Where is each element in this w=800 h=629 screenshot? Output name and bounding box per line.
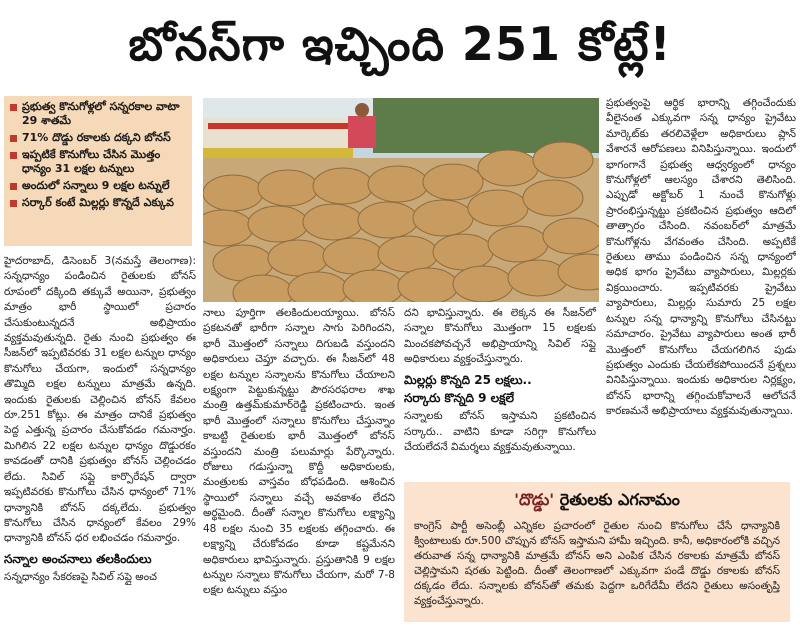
- column-1-tail: సన్నధాన్యం సేకరణపై సివిల్ సప్లై అంచ: [4, 571, 157, 584]
- bullet-icon: [10, 104, 17, 111]
- highlight-item: [10, 100, 186, 128]
- bullet-icon: [10, 183, 17, 190]
- article-column-3: [404, 306, 596, 478]
- bullet-icon: [10, 200, 17, 207]
- article-column-4: [606, 96, 796, 478]
- highlight-text: సర్కార్ కంటే మిల్లర్లు కొన్నదే ఎక్కువ: [22, 196, 174, 209]
- column-1-body: హైదరాబాద్, డిసెంబర్ 3(నమస్తే తెలంగాణ): సన్నధాన్యం పండించిన రైతులకు బోనస్ రూపంలో దక్కింది తక్కువే అయినా, ప్రభుత్వం మాత్రం భారీ స్థాయిలో ప్రచారం చేసుకుంటున్నదనే అభిప్రాయం వ్యక్తమవుతున్నది. రైతు నుంచి ప్రభుత్వం ఈ సీజన్‌లో ఇప్పటివరకు 31 లక్షల టన్నుల ధాన్యం కొనుగోలు చేయగా, ఇందులో సన్నధాన్యం తొమ్మిది లక్షల టన్నులు మాత్రమే ఉన్నది. ఇందుకు రైతులకు చెల్లించిన బోనస్ కేవలం రూ.251 కోట్లు. ఈ మాత్రం దానికే ప్రభుత్వం పెద్ద ఎత్తున్న ప్రచారం చేసుకోవడం గమనార్హం. మిగిలిన 22 లక్షల టన్నుల ధాన్యం దొడ్డురకం కావడంతో దానికి ప్రభుత్వం బోనస్ చెల్లించడం లేదు. సివిల్ సప్లై కార్పొరేషన్ ద్వారా ఇప్పటివరకు కొనుగోలు చేసిన ధాన్యంలో 71% ధాన్యానికి బోనస్ దక్కలేదు. ప్రభుత్వం కొనుగోలు చేసిన ధాన్యంలో కేవలం 29% ధాన్యానికి బోనస్ ధర లభించడం గమనార్హం.: [4, 255, 196, 545]
- highlight-text: ఇప్పటికే కొనుగోలు చేసిన మొత్తం ధాన్యం 31 లక్షల టన్నులు: [22, 148, 161, 175]
- column-3-tail: సన్నాలకు బోనస్ ఇస్తామని ప్రకటించిన సర్కారు.. వాటిని కూడా సరిగ్గా కొనుగోలు చేయలేదనే విమర్శలు వ్యక్తమవుతున్నాయి.: [404, 410, 596, 454]
- highlight-item: [10, 196, 186, 210]
- highlights-box: [4, 96, 192, 246]
- box-title-quoted: 'దొడ్డు': [514, 490, 555, 509]
- boxed-article: [404, 482, 790, 622]
- article-column-1: [4, 254, 196, 626]
- subheading-sannala-anchanalu: సన్నాల అంచనాలు తలకిందులు: [4, 551, 152, 566]
- box-title: [414, 490, 780, 513]
- column-4-body: ప్రభుత్వంపై ఆర్థిక భారాన్ని తగ్గించేందుకు వీలైనంత ఎక్కువగా సన్న ధాన్యం ప్రైవేటు మార్కెట్‌కు తరలివెళ్లేలా అధికారులు ప్లాన్ వేశారనే ఆరోపణలు వినిపిస్తున్నాయి. ఇందులో భాగంగానే ప్రభుత్వ ఆధ్వర్యంలో ధాన్యం కొనుగోళ్లలో ఆలస్యం చేశారని తెలిసింది. ఎప్పుడో అక్టోబర్ 1 నుంచే కొనుగోళ్లు ప్రారంభిస్తున్నట్టు ప్రకటించిన ప్రభుత్వం ఆదిలో తాత్సారం చేసింది. నవంబర్‌లో మాత్రమే కొనుగోళ్లను వేగవంతం చేసింది. అప్పటికే రైతులు తాము పండించిన సన్న ధాన్యంలో అధిక భాగం ప్రైవేటు వ్యాపారులు, మిల్లర్లకు విక్రయించారు. ఇప్పటివరకు ప్రైవేటు వ్యాపారులు, మిల్లర్లు సుమారు 25 లక్షల టన్నుల సన్న ధాన్యాన్ని కొనుగోలు చేసినట్టు సమాచారం. ప్రైవేటు వ్యాపారులు అంత భారీ మొత్తంలో కొనుగోలు చేయగలిగిన పుడు ప్రభుత్వం ఎందుకు చేయలేకపోయిందనే ప్రశ్నలు వినిపిస్తున్నాయి. ఇందుకు అధికారుల నిర్లక్ష్యం, బోనస్ భారాన్ని తగ్గించుకోవాలనే ఆలోచనే కారణమనే అభిప్రాయాలు వ్యక్తమవుతున్నాయి.: [606, 97, 796, 418]
- article-column-2: [203, 306, 395, 626]
- highlight-text: ప్రభుత్వ కొనుగోళ్లలో సన్నరకాల వాటా 29 శాతమే: [22, 100, 180, 127]
- box-title-rest: రైతులకు ఎగనామం: [554, 490, 680, 509]
- box-text: కాంగ్రెస్ పార్టీ అసెంబ్లీ ఎన్నికల ప్రచారంలో రైతుల నుంచి కొనుగోలు చేసే ధాన్యానికి క్వింటాలుకు రూ.500 చొప్పున బోనస్ ఇస్తామని హామీ ఇచ్చింది. కానీ, అధికారంలోకి వచ్చిన తరువాత సన్న ధాన్యానికి మాత్రమే బోనస్ అని ఎంపిక చేసిన రకాలకు మాత్రమే బోనస్ చెల్లిస్తామని షరతు పెట్టింది. దీంతో తెలంగాణలో ఎక్కువగా పండే దొడ్డు రకాలకు బోనస్ దక్కడం లేదు. సన్నాలకు బోనస్‌తో తమకు పెద్దగా ఒరిగేదేమీ లేదని రైతులు అసంతృప్తి వ్యక్తంచేస్తున్నారు.: [414, 520, 780, 607]
- highlight-item: [10, 179, 186, 193]
- bullet-icon: [10, 135, 17, 142]
- paddy-sacks-illustration: [203, 98, 599, 302]
- column-2-body: నాలు పూర్తిగా తలకిందులయ్యాయి. బోనస్ ప్రకటనతో భారీగా సన్నాల సాగు పెరిగిందని, భారీ మొత్తంలో సన్నాలు దిగుబడి వస్తుందని అధికారులు చెప్తూ వచ్చారు. ఈ సీజన్‌లో 48 లక్షల టన్నుల సన్నాలను కొనుగోలు చేయాలని లక్ష్యంగా పెట్టుకున్నట్టు పౌరసరఫరాల శాఖ మంత్రి ఉత్తమ్‌కుమార్‌రెడ్డి ప్రకటించారు. ఇంత భారీ మొత్తంలో సన్నాలు కొనుగోలు చేస్తున్నాం కాబట్టి రైతులకు భారీ మొత్తంలో బోనస్ వస్తుందని మంత్రి పలుమార్లు పేర్కొన్నారు. రోజులు గడుస్తున్నా కొద్దీ అధికారులకు, మంత్రులకు వాస్తవం బోధపడింది. ఆశించిన స్థాయిలో సన్నాలు వచ్చే అవకాశం లేదని అర్థమైంది. దీంతో సన్నాల కొనుగోలు లక్ష్యాన్ని 48 లక్షల నుంచి 35 లక్షలకు తగ్గించారు. ఈ లక్ష్యాన్ని చేరుకోవడం కూడా కష్టమేనని అధికారులు భావిస్తున్నారు. ప్రస్తుతానికి 9 లక్షల టన్నుల సన్నాలు కొనుగోలు చేయగా, మరో 7-8 లక్షల టన్నులు వస్తుం: [203, 307, 395, 597]
- bullet-icon: [10, 152, 17, 159]
- highlight-text: అందులో సన్నాలు 9 లక్షల టన్నులే: [22, 179, 170, 192]
- column-3-body: దని భావిస్తున్నారు. ఈ లెక్కన ఈ సీజన్‌లో సన్నాల కొనుగోలు మొత్తంగా 15 లక్షలకు మించకపోవచ్చనే అభిప్రాయాన్ని సివిల్ సప్లై అధికారులు వ్యక్తంచేస్తున్నారు.: [404, 307, 596, 366]
- highlight-text: 71% దొడ్డు రకాలకు దక్కని బోనస్: [22, 131, 171, 144]
- highlight-item: [10, 131, 186, 145]
- headline: బోనస్‌గా ఇచ్చింది 251 కోట్లే!: [128, 17, 672, 71]
- subheading-sarkaru: సర్కారు కొన్నది 9 లక్షలే: [404, 391, 514, 406]
- highlight-item: [10, 148, 186, 176]
- subheading-millers: మిల్లర్లు కొన్నది 25 లక్షలు..: [404, 372, 532, 387]
- paddy-sacks-photo: [203, 98, 599, 302]
